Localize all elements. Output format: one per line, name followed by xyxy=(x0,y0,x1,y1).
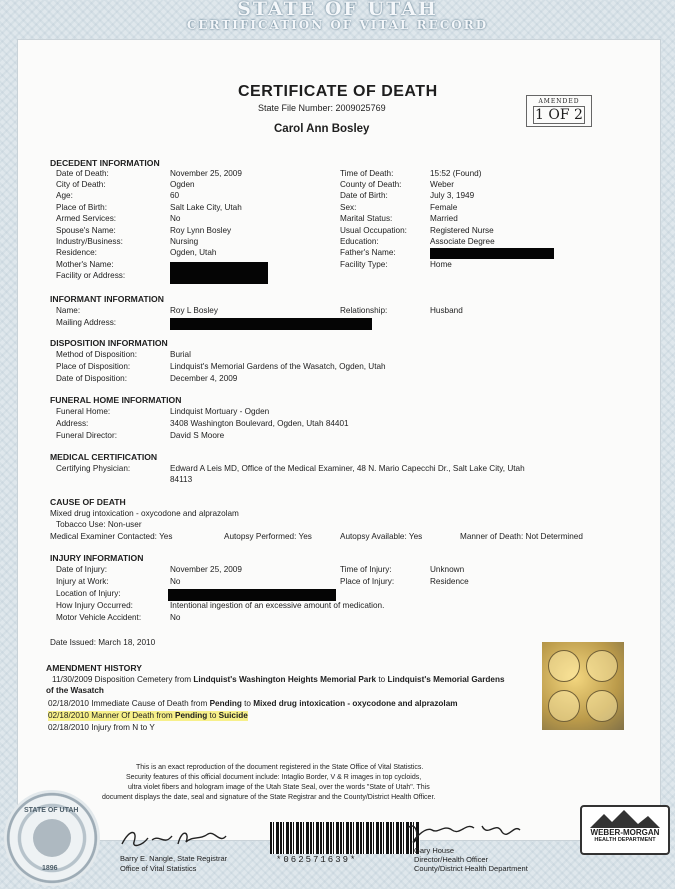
amendment-row-highlighted: 02/18/2010 Manner Of Death from Pending to Suicide xyxy=(48,711,248,720)
decedent-name: Carol Ann Bosley xyxy=(274,123,370,135)
relationship-value: Husband xyxy=(430,306,463,315)
amended-label: AMENDED xyxy=(538,98,580,105)
autopsy-available: Autopsy Available: Yes xyxy=(340,532,423,541)
barcode-number: *062571639* xyxy=(276,855,358,865)
disposition-label: Method of Disposition: xyxy=(56,350,138,359)
weber-line2: HEALTH DEPARTMENT xyxy=(594,837,656,843)
funeral-value: Lindquist Mortuary - Ogden xyxy=(170,407,270,416)
amendment-row: 02/18/2010 Injury from N to Y xyxy=(48,723,155,732)
hologram-emblem xyxy=(586,650,618,682)
weber-morgan-logo xyxy=(580,805,670,855)
redaction-father xyxy=(430,248,554,259)
injury-label: Place of Injury: xyxy=(340,577,395,586)
injury-value: November 25, 2009 xyxy=(170,565,242,574)
decedent-value: Ogden, Utah xyxy=(170,248,217,257)
decedent-value: November 25, 2009 xyxy=(170,169,242,178)
registrar-signature xyxy=(120,826,230,852)
decedent-label: Time of Death: xyxy=(340,169,394,178)
decedent-label: Facility or Address: xyxy=(56,271,126,280)
seal-center xyxy=(33,819,71,857)
hologram-emblem xyxy=(586,690,618,722)
injury-label: Motor Vehicle Accident: xyxy=(56,613,142,622)
me-contacted: Medical Examiner Contacted: Yes xyxy=(50,532,173,541)
decedent-value: Associate Degree xyxy=(430,237,495,246)
decedent-label: Education: xyxy=(340,237,379,246)
decedent-label: Spouse's Name: xyxy=(56,226,116,235)
decedent-value: Roy Lynn Bosley xyxy=(170,226,232,235)
hologram-seal xyxy=(542,642,624,730)
seal-text: STATE OF UTAH xyxy=(24,807,79,814)
injury-value: Intentional ingestion of an excessive amount of medication. xyxy=(170,601,385,610)
officer-signature xyxy=(404,818,524,846)
decedent-label: Industry/Business: xyxy=(56,237,123,246)
injury-label: Injury at Work: xyxy=(56,577,109,586)
amended-stamp xyxy=(526,95,592,127)
relationship-label: Relationship: xyxy=(340,306,388,315)
registrar-name: Barry E. Nangle, State Registrar xyxy=(120,854,228,863)
funeral-label: Address: xyxy=(56,419,89,428)
footer-line: This is an exact reproduction of the document registered in the State Office of Vital Statistics. xyxy=(136,764,424,771)
decedent-label: Armed Services: xyxy=(56,214,117,223)
barcode xyxy=(270,822,420,854)
decedent-value: Home xyxy=(430,260,452,269)
physician-label: Certifying Physician: xyxy=(56,464,131,473)
informant-heading: INFORMANT INFORMATION xyxy=(50,294,164,304)
amendment-row-cont: of the Wasatch xyxy=(46,686,104,695)
injury-label: How Injury Occurred: xyxy=(56,601,133,610)
decedent-value: 15:52 (Found) xyxy=(430,169,482,178)
cause-line: Mixed drug intoxication - oxycodone and alprazolam xyxy=(50,509,239,518)
cause-heading: CAUSE OF DEATH xyxy=(50,497,126,507)
decedent-value: Nursing xyxy=(170,237,199,246)
funeral-label: Funeral Home: xyxy=(56,407,111,416)
injury-value: No xyxy=(170,613,181,622)
redaction-location xyxy=(168,589,336,601)
decedent-value: Married xyxy=(430,214,458,223)
redaction-mother xyxy=(170,262,268,284)
injury-label: Location of Injury: xyxy=(56,589,121,598)
amendment-heading: AMENDMENT HISTORY xyxy=(46,663,142,673)
state-seal xyxy=(4,790,100,886)
decedent-value: 60 xyxy=(170,191,180,200)
decedent-value: Female xyxy=(430,203,458,212)
disposition-value: December 4, 2009 xyxy=(170,374,238,383)
disposition-value: Lindquist's Memorial Gardens of the Wasatch, Ogden, Utah xyxy=(170,362,386,371)
decedent-label: Marital Status: xyxy=(340,214,393,223)
registrar-office: Office of Vital Statistics xyxy=(120,864,197,873)
decedent-value: July 3, 1949 xyxy=(430,191,475,200)
hologram-emblem xyxy=(548,690,580,722)
hologram-emblem xyxy=(548,650,580,682)
funeral-value: David S Moore xyxy=(170,431,225,440)
decedent-label: Facility Type: xyxy=(340,260,388,269)
autopsy-performed: Autopsy Performed: Yes xyxy=(224,532,312,541)
decedent-label: Place of Birth: xyxy=(56,203,107,212)
banner xyxy=(0,0,675,40)
decedent-value: Salt Lake City, Utah xyxy=(170,203,242,212)
decedent-label: Age: xyxy=(56,191,73,200)
officer-title: Director/Health Officer xyxy=(414,855,489,864)
decedent-value: Weber xyxy=(430,180,454,189)
decedent-label: City of Death: xyxy=(56,180,106,189)
footer-line: ultra violet fibers and hologram image of the Utah State Seal, over the words "State of Utah". This xyxy=(128,784,430,791)
decedent-heading: DECEDENT INFORMATION xyxy=(50,158,160,168)
decedent-label: Date of Birth: xyxy=(340,191,388,200)
seal-year: 1896 xyxy=(42,865,58,872)
decedent-label: Usual Occupation: xyxy=(340,226,407,235)
officer-dept: County/District Health Department xyxy=(414,864,528,873)
disposition-label: Place of Disposition: xyxy=(56,362,131,371)
disposition-label: Date of Disposition: xyxy=(56,374,127,383)
mailing-label: Mailing Address: xyxy=(56,318,117,327)
tobacco-use: Tobacco Use: Non-user xyxy=(56,520,142,529)
decedent-label: Sex: xyxy=(340,203,357,212)
funeral-value: 3408 Washington Boulevard, Ogden, Utah 84401 xyxy=(170,419,349,428)
mountain-icon xyxy=(590,810,660,828)
injury-value: Unknown xyxy=(430,565,465,574)
officer-name: Gary House xyxy=(414,846,455,855)
page-indicator: 1 OF 2 xyxy=(533,106,585,124)
medical-heading: MEDICAL CERTIFICATION xyxy=(50,452,158,462)
injury-label: Date of Injury: xyxy=(56,565,107,574)
amendment-row: 02/18/2010 Immediate Cause of Death from Pending to Mixed drug intoxication - oxycodone and alprazolam xyxy=(48,699,458,708)
decedent-value: Registered Nurse xyxy=(430,226,494,235)
physician-line1: Edward A Leis MD, Office of the Medical Examiner, 48 N. Mario Capecchi Dr., Salt Lake City, Utah xyxy=(170,464,525,473)
footer-line: Security features of this official document include: Intaglio Border, V & R images in top cycloids, xyxy=(126,774,422,781)
amendment-row: 11/30/2009 Disposition Cemetery from Lindquist's Washington Heights Memorial Park to Lindquist's Memorial Gardens xyxy=(52,675,505,684)
state-file-number: State File Number: 2009025769 xyxy=(258,103,386,113)
decedent-label: Residence: xyxy=(56,248,97,257)
injury-value: No xyxy=(170,577,181,586)
funeral-label: Funeral Director: xyxy=(56,431,117,440)
manner-of-death: Manner of Death: Not Determined xyxy=(460,532,583,541)
decedent-value: No xyxy=(170,214,181,223)
injury-value: Residence xyxy=(430,577,469,586)
date-issued: Date Issued: March 18, 2010 xyxy=(50,638,156,647)
physician-line2: 84113 xyxy=(170,475,193,484)
informant-name-label: Name: xyxy=(56,306,81,315)
decedent-label: Date of Death: xyxy=(56,169,109,178)
decedent-label: County of Death: xyxy=(340,180,402,189)
banner-office: CERTIFICATION OF VITAL RECORD xyxy=(186,18,489,32)
footer-line: document displays the date, seal and signature of the State Registrar and the County/District Health Officer. xyxy=(102,794,436,801)
injury-label: Time of Injury: xyxy=(340,565,392,574)
redaction-mailing xyxy=(170,318,372,330)
certificate-title: CERTIFICATE OF DEATH xyxy=(238,83,438,100)
disposition-heading: DISPOSITION INFORMATION xyxy=(50,338,168,348)
injury-heading: INJURY INFORMATION xyxy=(50,553,144,563)
informant-name: Roy L Bosley xyxy=(170,306,218,315)
weber-line1: WEBER-MORGAN xyxy=(590,828,660,837)
disposition-value: Burial xyxy=(170,350,191,359)
decedent-label: Father's Name: xyxy=(340,248,396,257)
banner-state: STATE OF UTAH xyxy=(237,0,438,20)
decedent-value: Ogden xyxy=(170,180,195,189)
decedent-label: Mother's Name: xyxy=(56,260,114,269)
funeral-heading: FUNERAL HOME INFORMATION xyxy=(50,395,182,405)
